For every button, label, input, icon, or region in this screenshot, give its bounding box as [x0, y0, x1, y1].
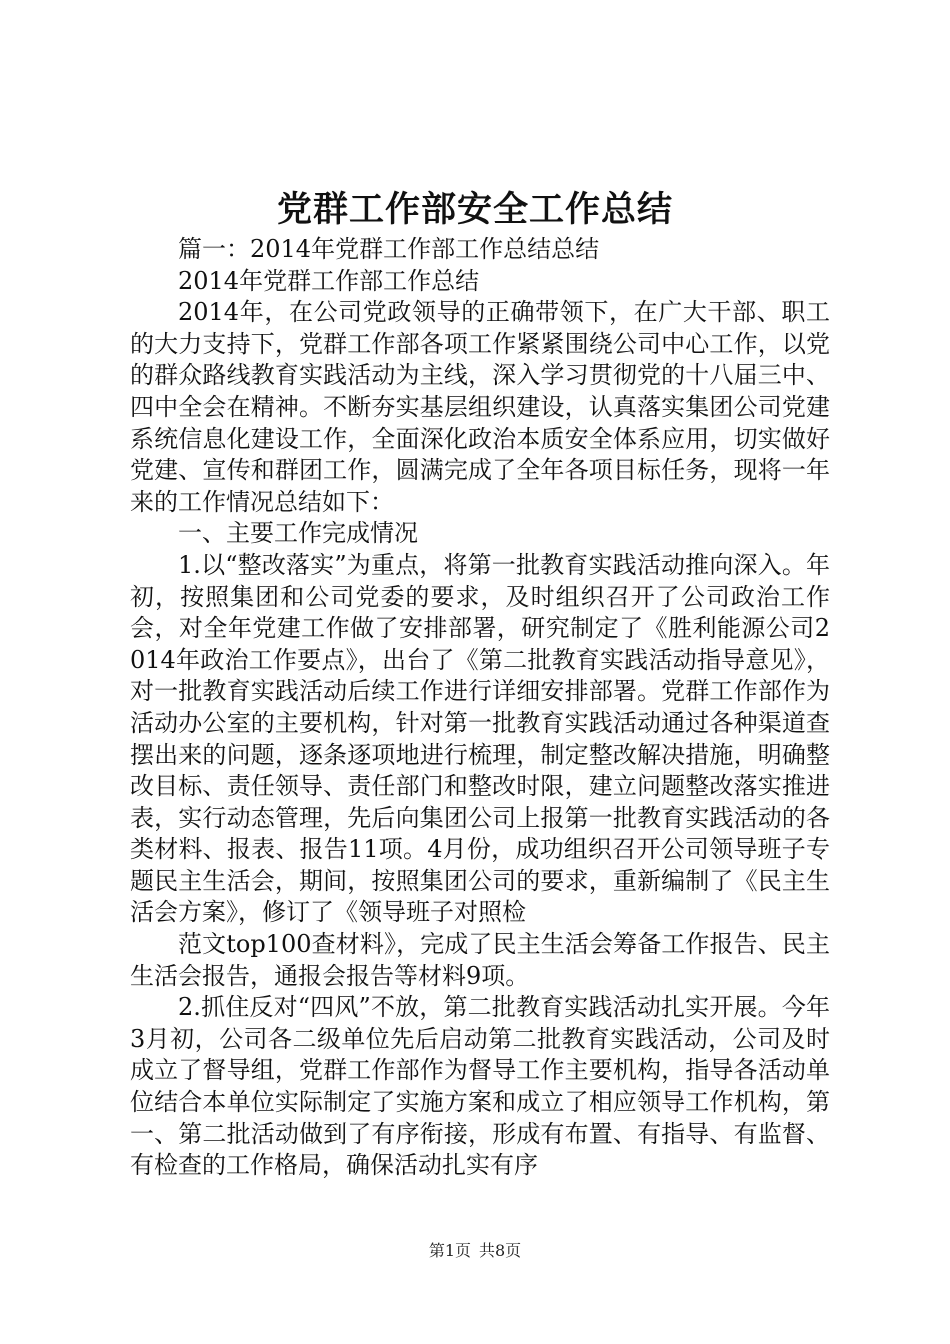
paragraph-subtitle: 2014年党群工作部工作总结: [178, 266, 480, 295]
paragraph-item-1-continued: 范文top100查材料》，完成了民主生活会筹备工作报告、民主生活会报告，通报会报告等材料9项。: [130, 930, 830, 990]
page-number-current: 第1页: [428, 1241, 471, 1260]
paragraph-intro: 2014年，在公司党政领导的正确带领下，在广大干部、职工的大力支持下，党群工作部各项工作紧紧围绕公司中心工作，以党的群众路线教育实践活动为主线，深入学习贯彻党的十八届三中、四中全会在精神。不断夯实基层组织建设，认真落实集团公司党建系统信息化建设工作，全面深化政治本质安全体系应用，切实做好党建、宣传和群团工作，圆满完成了全年各项目标任务，现将一年来的工作情况总结如下：: [130, 298, 830, 516]
paragraph-heading-part-one: 篇一：2014年党群工作部工作总结总结: [178, 235, 600, 263]
paragraph-item-1: 1.以“整改落实”为重点，将第一批教育实践活动推向深入。年初，按照集团和公司党委的要求，及时组织召开了公司政治工作会，对全年党建工作做了安排部署，研究制定了《胜利能源公司2014年政治工作要点》，出台了《第二批教育实践活动指导意见》，对一批教育实践活动后续工作进行详细安排部署。党群工作部作为活动办公室的主要机构，针对第一批教育实践活动通过各种渠道查摆出来的问题，逐条逐项地进行梳理，制定整改解决措施，明确整改目标、责任领导、责任部门和整改时限，建立问题整改落实推进表，实行动态管理，先后向集团公司上报第一批教育实践活动的各类材料、报表、报告11项。4月份，成功组织召开公司领导班子专题民主生活会，期间，按照集团公司的要求，重新编制了《民主生活会方案》，修订了《领导班子对照检: [130, 550, 830, 927]
document-body: [130, 234, 830, 1182]
paragraph-item-2: 2.抓住反对“四风”不放，第二批教育实践活动扎实开展。今年3月初，公司各二级单位先后启动第二批教育实践活动，公司及时成立了督导组，党群工作部作为督导工作主要机构，指导各活动单位结合本单位实际制定了实施方案和成立了相应领导工作机构，第一、第二批活动做到了有序衔接，形成有布置、有指导、有监督、有检查的工作格局，确保活动扎实有序: [130, 993, 830, 1180]
paragraph-section-heading: 一、主要工作完成情况: [178, 519, 418, 548]
page-footer: [0, 1240, 950, 1262]
page-number-total: 共8页: [479, 1241, 522, 1260]
document-title: 党群工作部安全工作总结: [276, 189, 673, 230]
